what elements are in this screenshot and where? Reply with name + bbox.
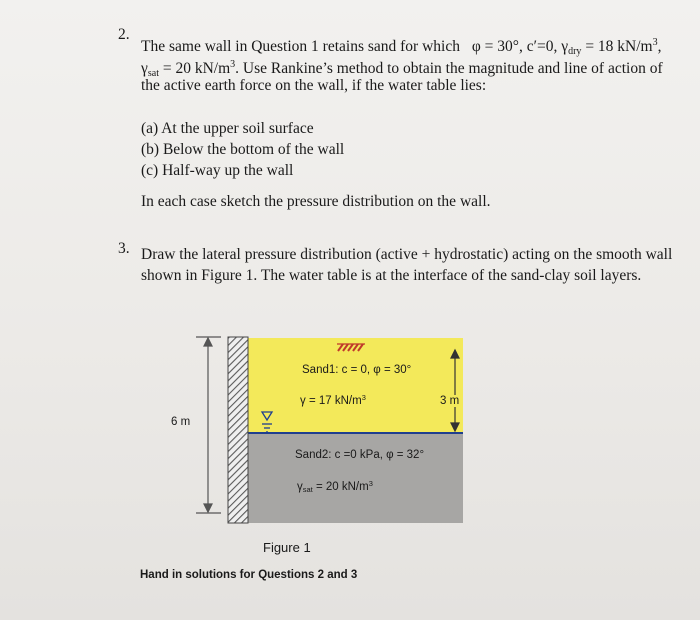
q2-number: 2. [118, 26, 130, 43]
q2-item-b: (b) Below the bottom of the wall [141, 141, 345, 158]
q3-line-1: Draw the lateral pressure distribution (active + hydrostatic) acting on the smooth wall [141, 246, 673, 263]
sand1-layer [248, 338, 463, 433]
q2-gamma-sat-sub: sat [147, 68, 159, 79]
sand2-gamma-value: = 20 kN/m [312, 481, 369, 493]
sand2-gamma-symbol: γ [297, 481, 303, 493]
sand2-properties: Sand2: c =0 kPa, φ = 32° [295, 449, 425, 461]
sand2-unit-weight [297, 479, 373, 494]
q3-line-2: shown in Figure 1. The water table is at the interface of the sand-clay soil layers. [141, 267, 642, 284]
layer-height-label: 3 m [440, 395, 460, 407]
height-label: 6 m [171, 416, 191, 428]
q2-gamma-dry-sub: dry [568, 46, 582, 57]
sand2-gamma-sub: sat [302, 485, 313, 494]
q3-number: 3. [118, 240, 130, 257]
q2-phi-c-gamma: φ = 30°, c′=0, γ [471, 38, 569, 55]
q2-item-c: (c) Half-way up the wall [141, 162, 294, 179]
sand2-gamma-sup: 3 [368, 479, 373, 488]
sand1-gamma-sup: 3 [361, 393, 366, 402]
q2-unit-sup-1: 3 [652, 37, 658, 48]
q2-comma: , [657, 38, 662, 55]
sand2-layer [248, 433, 463, 523]
q2-unit-sup-2: 3 [230, 59, 236, 70]
q2-line-2-text: . Use Rankine’s method to obtain the magnitude and line of action of [235, 60, 663, 77]
q2-gamma-dry-value: = 18 kN/m [581, 38, 653, 55]
height-dimension [196, 337, 221, 513]
q2-closing: In each case sketch the pressure distribution on the wall. [141, 193, 491, 210]
sand1-unit-weight [300, 393, 366, 407]
q2-item-a: (a) At the upper soil surface [141, 120, 314, 137]
q2-line-3: the active earth force on the wall, if the water table lies: [141, 77, 487, 94]
retaining-wall [228, 337, 248, 523]
q2-gamma-sat-value: = 20 kN/m [158, 60, 231, 77]
sand1-properties: Sand1: c = 0, φ = 30° [302, 364, 412, 376]
figure-caption: Figure 1 [263, 540, 311, 555]
q2-line-1-text: The same wall in Question 1 retains sand for which [141, 38, 460, 55]
q2-gamma-sat: γ [141, 60, 148, 77]
footer-note: Hand in solutions for Questions 2 and 3 [140, 569, 358, 581]
sand1-gamma-value: γ = 17 kN/m [300, 395, 362, 407]
